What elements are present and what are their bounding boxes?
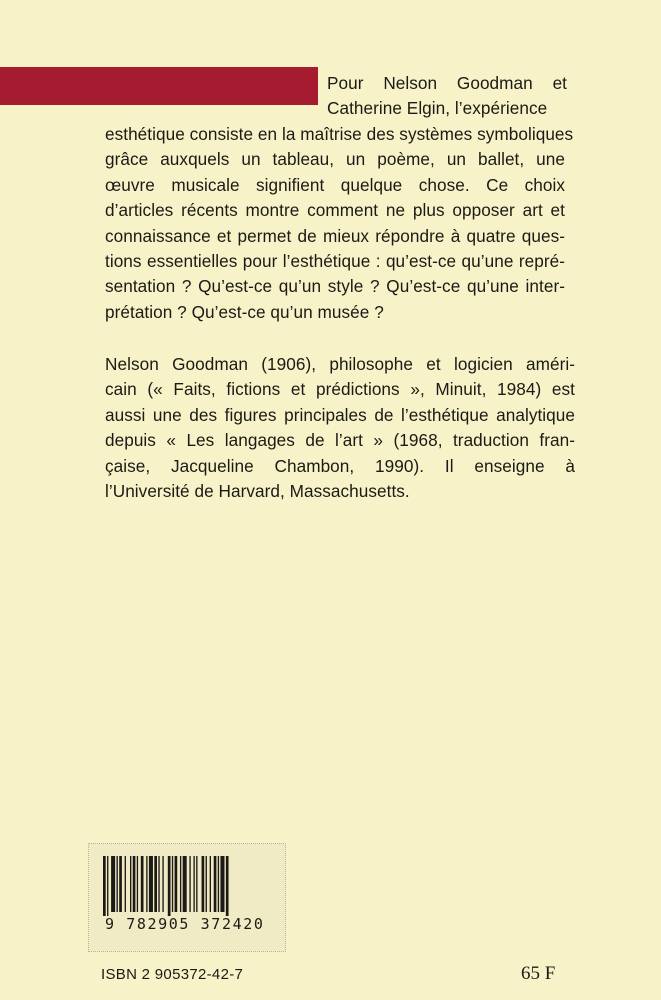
barcode — [88, 843, 286, 952]
barcode-bar — [206, 856, 207, 912]
intro-paragraph-head — [327, 71, 567, 122]
barcode-bar — [180, 856, 181, 912]
text-line: cain (« Faits, fictions et prédictions », Minuit, 1984) est — [105, 379, 575, 400]
barcode-bars-graphic — [99, 856, 275, 916]
barcode-digits: 9 782905 372420 — [105, 915, 265, 933]
text-line: prétation ? Qu’est-ce qu’un musée ? — [105, 301, 384, 322]
text-line: Pour Nelson Goodman et — [327, 73, 567, 93]
barcode-bar — [196, 856, 197, 912]
price-label: 65 F — [521, 963, 556, 984]
text-line: œuvre musicale signifient quelque chose. Ce choix — [105, 174, 565, 195]
barcode-bar — [119, 856, 122, 912]
barcode-bar — [107, 856, 108, 916]
barcode-bar — [183, 856, 187, 912]
barcode-bar — [141, 856, 144, 912]
barcode-bar — [125, 856, 126, 912]
text-line: d’articles récents montre comment ne plus opposer art et — [105, 200, 565, 221]
barcode-bar — [133, 856, 136, 912]
text-line: Catherine Elgin, l’expérience — [327, 98, 548, 119]
barcode-bar — [111, 856, 115, 912]
text-line: esthétique consiste en la maîtrise des systèmes symboliques — [105, 124, 574, 144]
barcode-bar — [226, 856, 229, 916]
barcode-bar — [137, 856, 138, 912]
barcode-bar — [149, 856, 153, 912]
barcode-bar — [172, 856, 173, 912]
text-line: depuis « Les langages de l’art » (1968, traduction fran- — [105, 430, 575, 451]
barcode-bar — [210, 856, 211, 912]
text-line: tions essentielles pour l’esthétique : qu’est-ce qu’une repré- — [105, 251, 565, 272]
text-line: l’Université de Harvard, Massachusetts. — [105, 481, 410, 502]
barcode-bar — [202, 856, 205, 912]
barcode-bar — [175, 856, 178, 912]
red-accent-bar — [0, 67, 318, 105]
barcode-bar — [218, 856, 219, 912]
barcode-bar — [189, 856, 190, 912]
barcode-bar — [130, 856, 131, 912]
intro-paragraph-body — [105, 122, 574, 325]
text-line: connaissance et permet de mieux répondre à quatre ques- — [105, 225, 565, 246]
barcode-bar — [158, 856, 159, 912]
barcode-bar — [103, 856, 106, 916]
author-bio-paragraph — [105, 352, 575, 504]
text-line: sentation ? Qu’est-ce qu’un style ? Qu’est-ce qu’une inter- — [105, 276, 565, 297]
barcode-bar — [220, 856, 224, 912]
barcode-bar — [214, 856, 217, 912]
text-line: çaise, Jacqueline Chambon, 1990). Il enseigne à — [105, 455, 575, 476]
barcode-bar — [146, 856, 147, 912]
barcode-bar — [193, 856, 194, 912]
barcode-bar — [168, 856, 171, 916]
isbn-number: ISBN 2 905372-42-7 — [101, 966, 244, 983]
text-line: aussi une des figures principales de l’esthétique analytique — [105, 404, 575, 425]
text-line: Nelson Goodman (1906), philosophe et logicien améri- — [105, 354, 575, 374]
barcode-bar — [162, 856, 163, 912]
barcode-bar — [154, 856, 157, 912]
barcode-bar — [117, 856, 118, 912]
text-line: grâce auxquels un tableau, un poème, un ballet, une — [105, 149, 565, 170]
